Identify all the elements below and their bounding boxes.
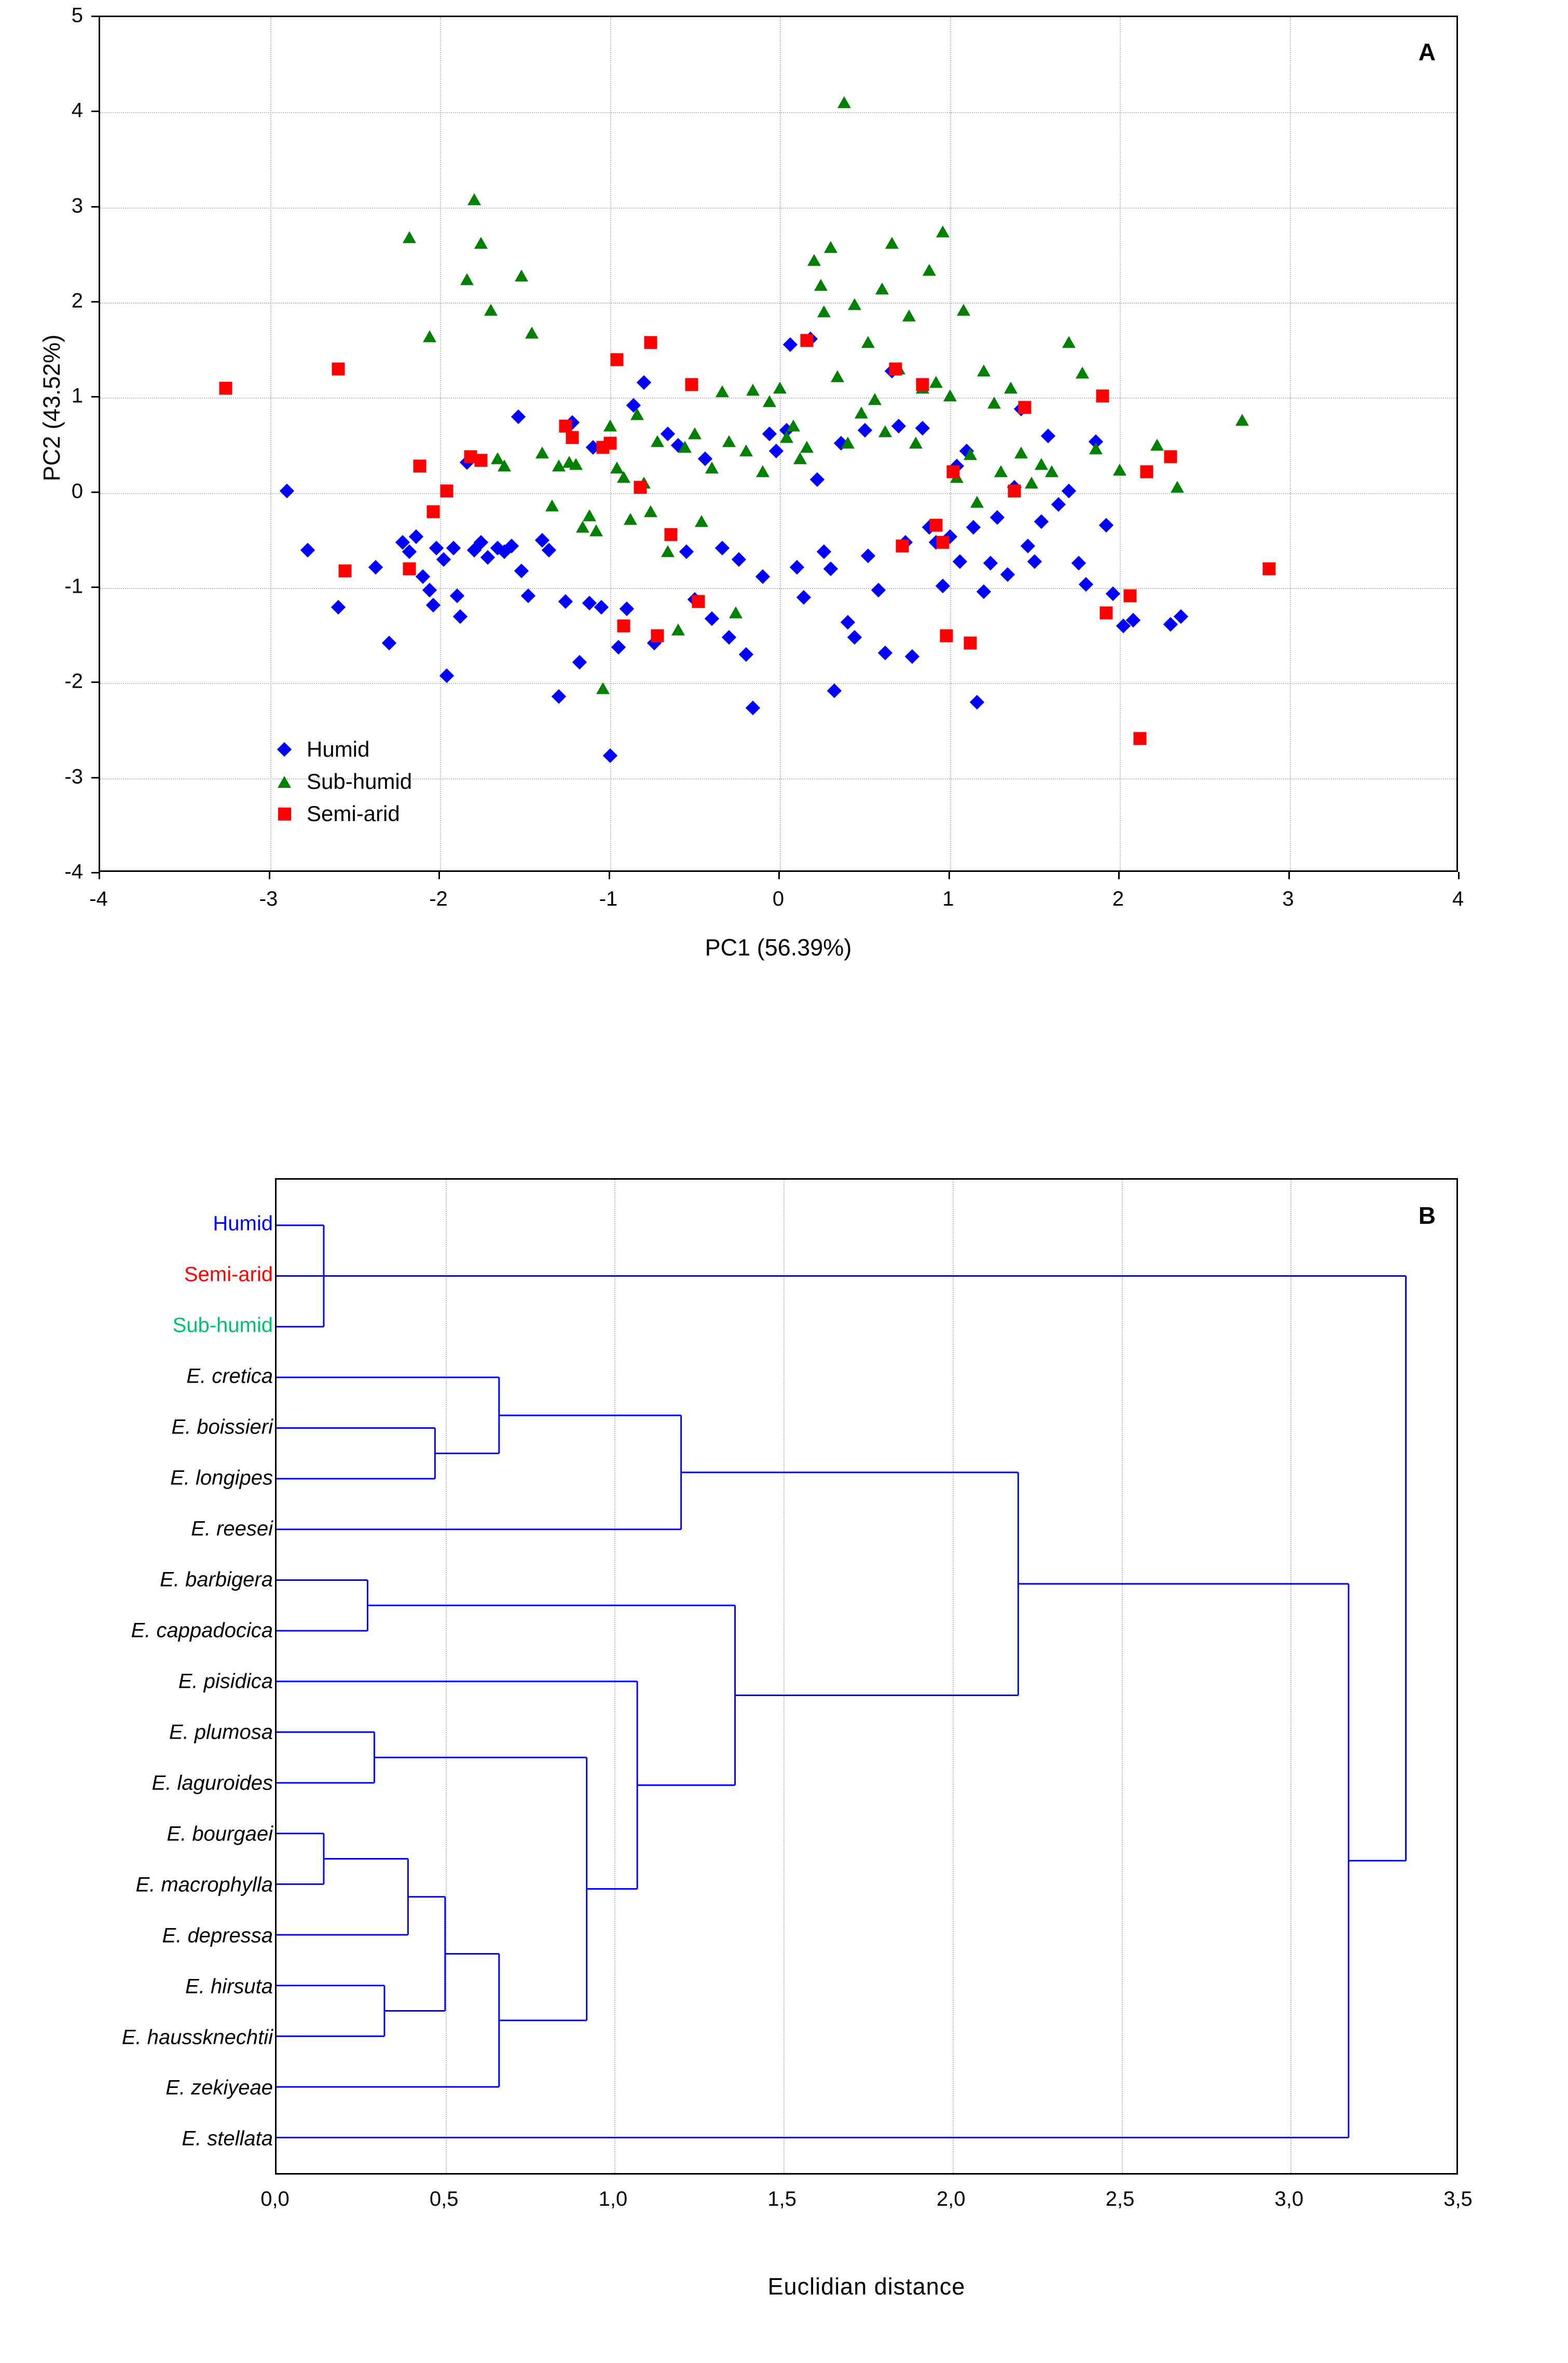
dendrogram-leaf-label: E. stellata	[182, 2127, 273, 2150]
dendrogram-tree	[277, 1180, 1456, 2173]
y-tickmark	[91, 491, 99, 493]
x-tickmark	[778, 872, 780, 879]
x-tick-label: 2	[1112, 887, 1124, 910]
y-tick-label: -3	[64, 765, 83, 788]
x-tick-label: 0	[772, 887, 785, 910]
dendrogram-leaf-label: E. pisidica	[178, 1670, 273, 1693]
y-tickmark	[91, 681, 99, 683]
y-tick-label: -1	[64, 575, 83, 598]
dendrogram-leaf-label: Humid	[213, 1212, 273, 1235]
x-tick-label: 1	[942, 887, 954, 910]
y-tickmark	[91, 111, 99, 112]
dendrogram-leaf-label: Sub-humid	[172, 1314, 273, 1337]
x-tickmark	[438, 872, 440, 879]
y-tickmark	[91, 301, 99, 303]
x-tick-label: -3	[259, 887, 278, 910]
x-tick-label: 2,5	[1105, 2188, 1135, 2210]
dendrogram-leaf-label: Semi-arid	[184, 1263, 273, 1286]
square-icon	[271, 808, 297, 821]
x-tick-label: -2	[429, 887, 448, 910]
x-tick-label: -1	[599, 887, 618, 910]
y-tick-label: 4	[71, 99, 83, 122]
x-tickmark	[948, 872, 950, 879]
y-tickmark	[91, 396, 99, 398]
x-tick-label: 1,5	[767, 2188, 796, 2210]
dendrogram-leaf-label: E. boissieri	[171, 1415, 273, 1439]
dendrogram-leaf-label: E. barbigera	[160, 1568, 273, 1591]
x-tickmark	[1118, 872, 1120, 879]
panel-b-dendrogram	[0, 1157, 1568, 2361]
legend-item-semi-arid	[271, 798, 412, 830]
dendrogram-leaf-label: E. bourgaei	[167, 1822, 273, 1846]
x-tick-label: 0,5	[429, 2188, 459, 2210]
panel-a-plot-area	[99, 16, 1458, 872]
legend-label-sub-humid: Sub-humid	[307, 769, 412, 794]
y-tickmark	[91, 777, 99, 778]
x-tickmark	[609, 872, 610, 879]
x-tick-label: 1,0	[598, 2188, 628, 2210]
y-tick-label: 2	[71, 289, 83, 312]
y-tickmark	[91, 16, 99, 17]
panel-a-y-axis-label: PC2 (43.52%)	[38, 334, 65, 482]
x-tickmark	[1458, 872, 1460, 879]
dendrogram-leaf-label: E. haussknechtii	[121, 2026, 273, 2048]
triangle-icon	[271, 776, 297, 788]
panel-b-label: B	[1418, 1202, 1436, 1229]
dendrogram-leaf-label: E. longipes	[170, 1466, 273, 1490]
dendrogram-leaf-label: E. cretica	[186, 1364, 273, 1388]
panel-a-legend	[271, 733, 412, 830]
dendrogram-leaf-label: E. hirsuta	[185, 1975, 273, 1998]
x-tick-label: 3,0	[1274, 2188, 1304, 2210]
y-tick-label: 1	[71, 384, 83, 407]
panel-a-label: A	[1418, 38, 1436, 65]
x-tick-label: 3,5	[1443, 2188, 1473, 2210]
dendrogram-leaf-label: E. reesei	[191, 1517, 273, 1540]
panel-a-scatter	[0, 0, 1568, 1131]
dendrogram-leaf-label: E. macrophylla	[135, 1873, 273, 1896]
legend-item-sub-humid	[271, 766, 412, 798]
y-tickmark	[91, 872, 99, 873]
dendrogram-leaf-label: E. laguroides	[152, 1771, 273, 1795]
x-tick-label: -4	[89, 887, 108, 910]
y-tick-label: 0	[71, 480, 83, 503]
dendrogram-leaf-label: E. plumosa	[169, 1720, 273, 1744]
legend-label-semi-arid: Semi-arid	[307, 801, 400, 826]
panel-b-plot-area	[275, 1178, 1458, 2175]
legend-item-humid	[271, 733, 412, 766]
x-tick-label: 4	[1452, 887, 1464, 910]
y-tick-label: -2	[64, 670, 83, 693]
y-tick-label: 5	[71, 4, 83, 27]
y-tickmark	[91, 586, 99, 588]
x-tick-label: 3	[1282, 887, 1294, 910]
y-tick-label: -4	[64, 860, 83, 883]
x-tickmark	[1288, 872, 1290, 879]
dendrogram-leaf-label: E. cappadocica	[131, 1619, 273, 1642]
y-tick-label: 3	[71, 194, 83, 217]
dendrogram-leaf-label: E. zekiyeae	[166, 2076, 273, 2099]
legend-label-humid: Humid	[307, 737, 370, 761]
x-tick-label: 2,0	[937, 2188, 966, 2210]
panel-a-x-axis-label: PC1 (56.39%)	[705, 934, 852, 961]
panel-b-x-axis-label: Euclidian distance	[767, 2273, 966, 2300]
dendrogram-leaf-label: E. depressa	[162, 1924, 273, 1947]
y-tickmark	[91, 206, 99, 208]
diamond-icon	[271, 744, 297, 755]
x-tick-label: 0,0	[260, 2188, 290, 2210]
x-tickmark	[99, 872, 100, 879]
x-tickmark	[269, 872, 270, 879]
